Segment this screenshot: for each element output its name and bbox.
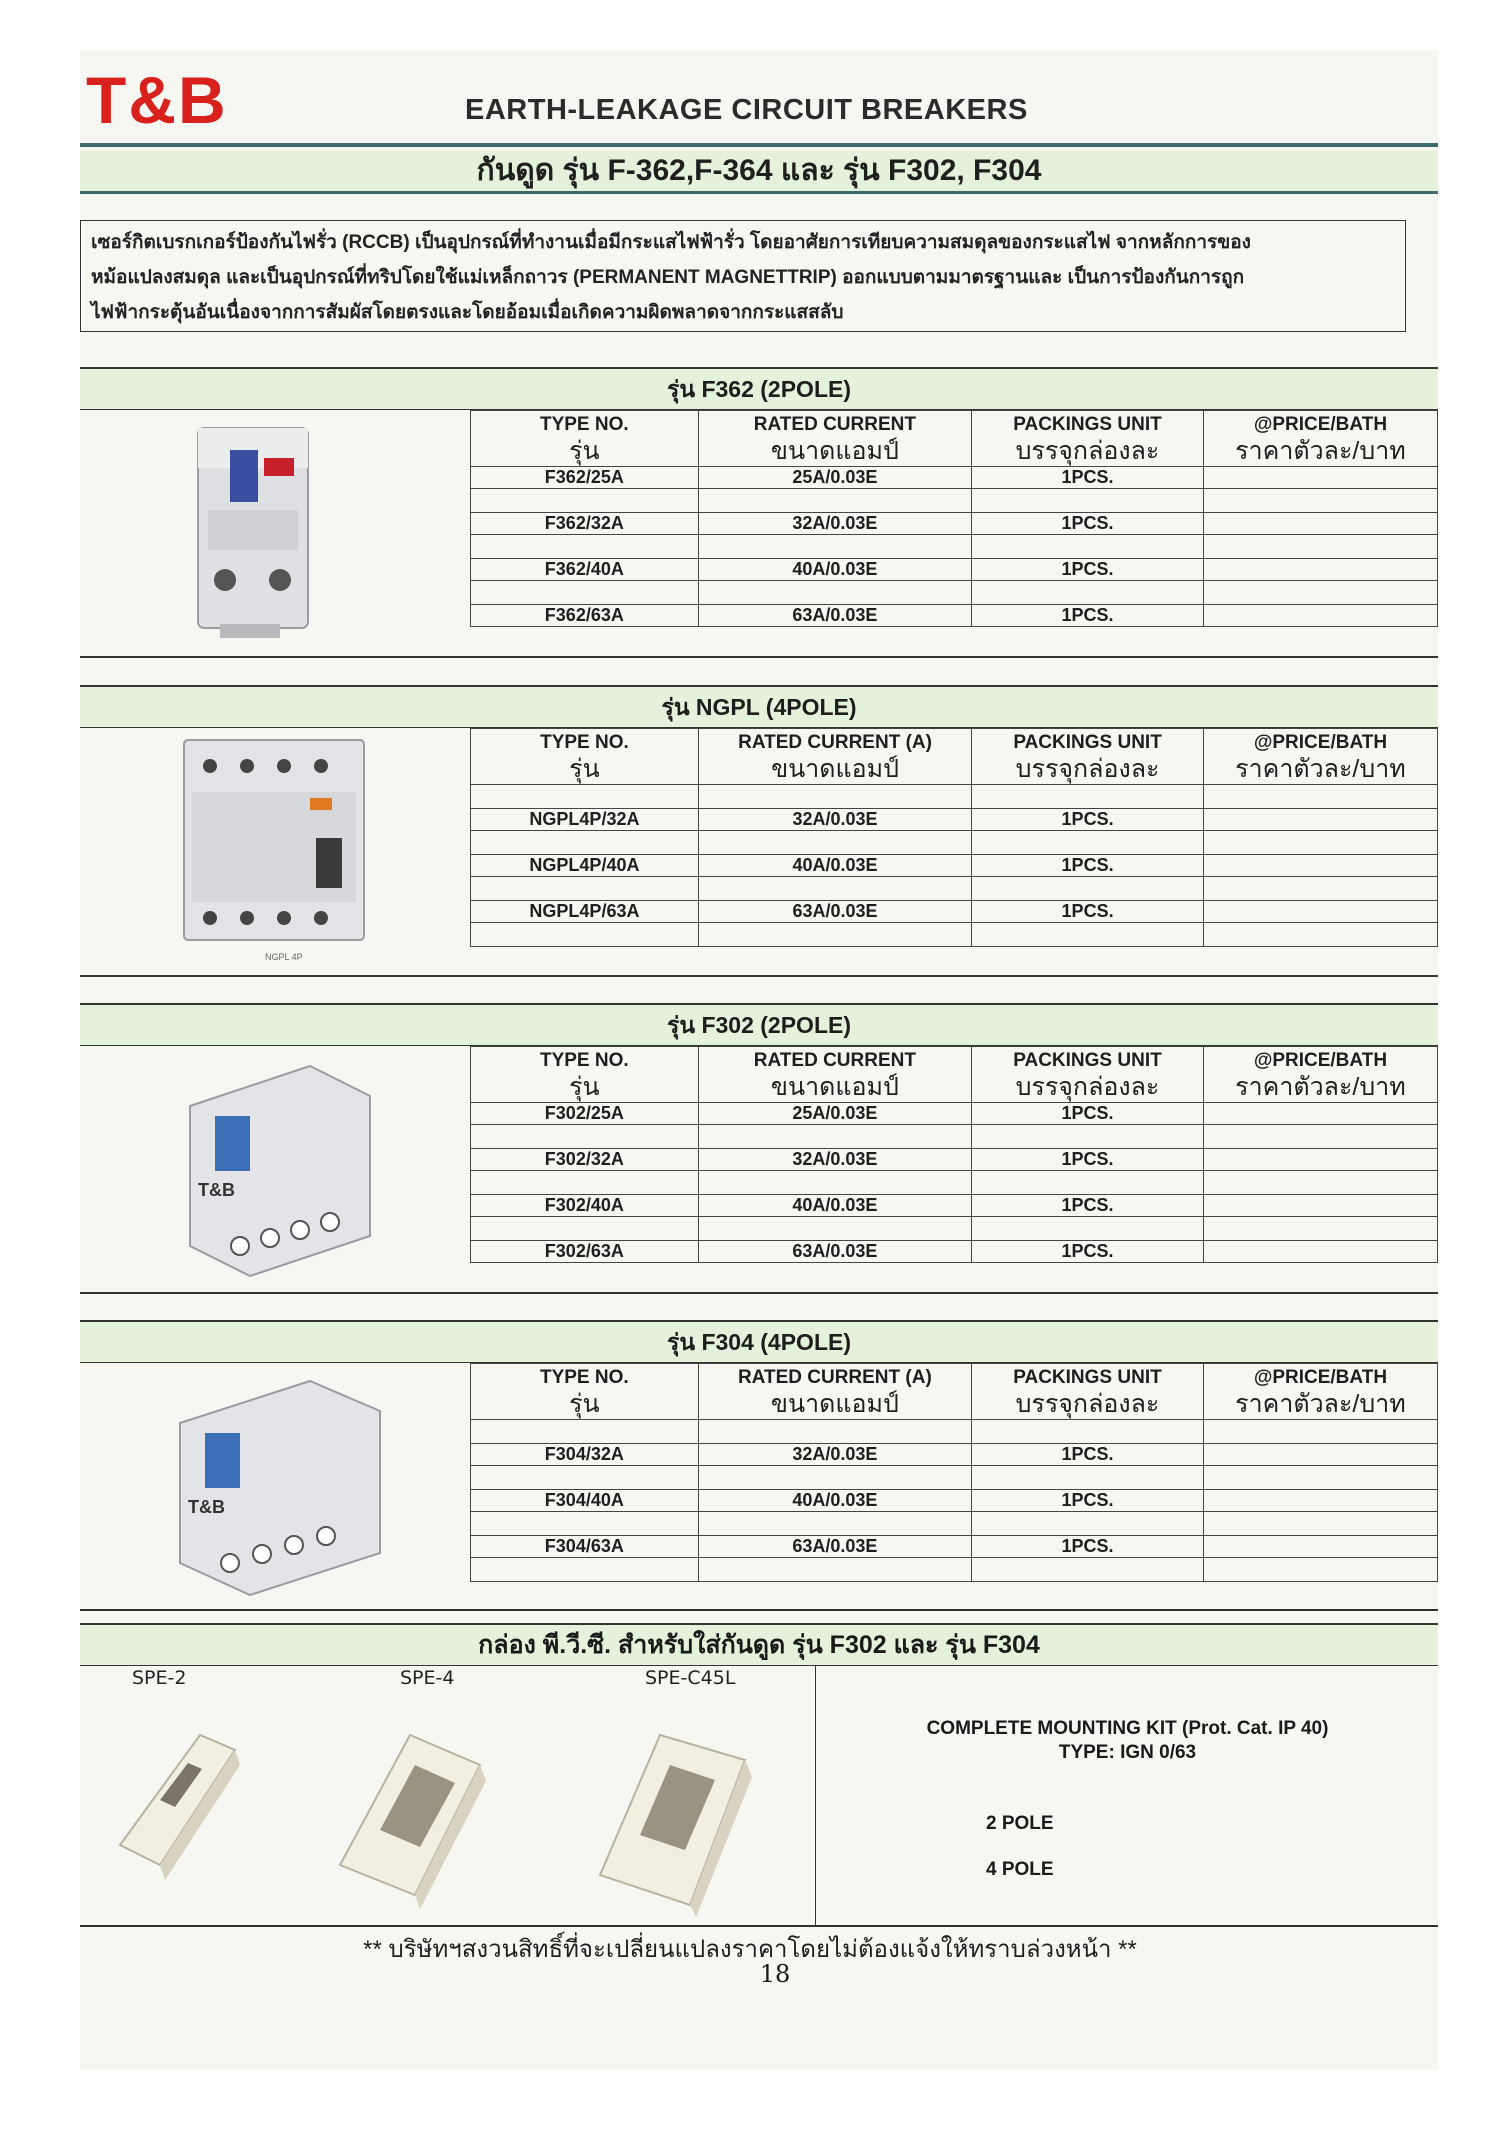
section-title: รุ่น NGPL (4POLE) xyxy=(80,685,1438,728)
enclosure-section-title: กล่อง พี.วี.ซี. สำหรับใส่กันดูด รุ่น F302 และ รุ่น F304 xyxy=(80,1623,1438,1666)
breaker-f302-photo xyxy=(80,1046,470,1292)
section-body xyxy=(80,1046,1438,1294)
table-row xyxy=(471,1536,1438,1558)
packing-cell: 1PCS. xyxy=(972,901,1204,923)
price-cell xyxy=(1203,1241,1437,1263)
page-title: EARTH-LEAKAGE CIRCUIT BREAKERS xyxy=(465,94,1028,126)
type-cell: F362/32A xyxy=(471,513,699,535)
table-row xyxy=(471,1149,1438,1171)
column-header-packing: PACKINGS UNIT บรรจุกล่องละ xyxy=(972,1047,1204,1103)
table-row xyxy=(471,513,1438,535)
column-header-type: TYPE NO. รุ่น xyxy=(471,1364,699,1420)
packing-cell: 1PCS. xyxy=(972,559,1204,581)
packing-cell: 1PCS. xyxy=(972,1241,1204,1263)
section-title: รุ่น F362 (2POLE) xyxy=(80,367,1438,410)
price-cell xyxy=(1203,1444,1437,1466)
intro-line: หม้อแปลงสมดุล และเป็นอุปกรณ์ที่ทริปโดยใช้แม่เหล็กถาวร (PERMANENT MAGNETTRIP) ออกแบบตามมาตรฐานและ เป็นการป้องกันการถูก xyxy=(91,267,1245,288)
kit-option-2pole: 2 POLE xyxy=(986,1813,1054,1834)
intro-line: ไฟฟ้ากระตุ้นอันเนื่องจากการสัมผัสโดยตรงและโดยอ้อมเมื่อเกิดความผิดพลาดจากกระแสสลับ xyxy=(91,302,844,323)
spec-table xyxy=(470,728,1438,947)
enclosure-photos xyxy=(80,1695,815,1920)
column-header-packing: PACKINGS UNIT บรรจุกล่องละ xyxy=(972,411,1204,467)
column-header-type: TYPE NO. รุ่น xyxy=(471,411,699,467)
title-rule xyxy=(80,143,1438,147)
column-header-packing: PACKINGS UNIT บรรจุกล่องละ xyxy=(972,1364,1204,1420)
spe-c45l-box-icon xyxy=(600,1735,752,1917)
spe-4-box-icon xyxy=(340,1735,486,1909)
column-header-price: @PRICE/BATH ราคาตัวละ/บาท xyxy=(1203,1364,1437,1420)
current-cell: 63A/0.03E xyxy=(698,1241,971,1263)
section-f302 xyxy=(80,1003,1438,1294)
packing-cell: 1PCS. xyxy=(972,513,1204,535)
type-cell: F304/32A xyxy=(471,1444,699,1466)
column-header-packing: PACKINGS UNIT บรรจุกล่องละ xyxy=(972,729,1204,785)
current-cell: 32A/0.03E xyxy=(698,513,971,535)
section-body xyxy=(80,410,1438,658)
kit-title-line: COMPLETE MOUNTING KIT (Prot. Cat. IP 40) xyxy=(926,1718,1329,1739)
current-cell: 63A/0.03E xyxy=(698,1536,971,1558)
table-row xyxy=(471,1241,1438,1263)
page-subtitle: กันดูด รุ่น F-362,F-364 และ รุ่น F302, F304 xyxy=(80,151,1438,194)
price-cell xyxy=(1203,809,1437,831)
breaker-2pole-photo xyxy=(80,410,470,656)
type-cell: F362/25A xyxy=(471,467,699,489)
type-cell: NGPL4P/32A xyxy=(471,809,699,831)
price-cell xyxy=(1203,855,1437,877)
enclosure-label: SPE-2 xyxy=(132,1667,187,1689)
current-cell: 32A/0.03E xyxy=(698,809,971,831)
table-row xyxy=(471,559,1438,581)
section-title: รุ่น F302 (2POLE) xyxy=(80,1003,1438,1046)
price-cell xyxy=(1203,513,1437,535)
table-row xyxy=(471,605,1438,627)
type-cell: F362/40A xyxy=(471,559,699,581)
table-row xyxy=(471,1195,1438,1217)
enclosure-label: SPE-C45L xyxy=(645,1667,736,1689)
section-ngpl xyxy=(80,685,1438,977)
current-cell: 25A/0.03E xyxy=(698,467,971,489)
current-cell: 40A/0.03E xyxy=(698,855,971,877)
packing-cell: 1PCS. xyxy=(972,1195,1204,1217)
price-cell xyxy=(1203,901,1437,923)
packing-cell: 1PCS. xyxy=(972,1103,1204,1125)
mounting-kit-title xyxy=(816,1717,1439,1765)
current-cell: 25A/0.03E xyxy=(698,1103,971,1125)
packing-cell: 1PCS. xyxy=(972,1536,1204,1558)
section-body xyxy=(80,728,1438,977)
column-header-price: @PRICE/BATH ราคาตัวละ/บาท xyxy=(1203,1047,1437,1103)
current-cell: 63A/0.03E xyxy=(698,901,971,923)
svg-text:T&B: T&B xyxy=(188,1497,225,1517)
spec-table xyxy=(470,1363,1438,1582)
spec-table xyxy=(470,1046,1438,1263)
column-header-type: TYPE NO. รุ่น xyxy=(471,1047,699,1103)
enclosure-section xyxy=(80,1665,1438,1927)
price-cell xyxy=(1203,1490,1437,1512)
table-row xyxy=(471,809,1438,831)
current-cell: 40A/0.03E xyxy=(698,1490,971,1512)
current-cell: 32A/0.03E xyxy=(698,1444,971,1466)
packing-cell: 1PCS. xyxy=(972,809,1204,831)
brand-logo: T&B xyxy=(86,63,228,137)
table-row xyxy=(471,1490,1438,1512)
current-cell: 63A/0.03E xyxy=(698,605,971,627)
section-body xyxy=(80,1363,1438,1611)
price-cell xyxy=(1203,1536,1437,1558)
column-header-type: TYPE NO. รุ่น xyxy=(471,729,699,785)
svg-text:T&B: T&B xyxy=(198,1180,235,1200)
page-number: 18 xyxy=(759,1960,791,1988)
enclosure-label: SPE-4 xyxy=(400,1667,455,1689)
intro-paragraph xyxy=(80,220,1406,332)
type-cell: F302/32A xyxy=(471,1149,699,1171)
type-cell: F304/40A xyxy=(471,1490,699,1512)
packing-cell: 1PCS. xyxy=(972,1444,1204,1466)
type-cell: F304/63A xyxy=(471,1536,699,1558)
breaker-4pole-photo xyxy=(80,728,470,975)
table-row xyxy=(471,855,1438,877)
column-header-price: @PRICE/BATH ราคาตัวละ/บาท xyxy=(1203,411,1437,467)
column-header-current: RATED CURRENT (A) ขนาดแอมป์ xyxy=(698,729,971,785)
type-cell: F302/40A xyxy=(471,1195,699,1217)
table-row xyxy=(471,467,1438,489)
spec-table xyxy=(470,410,1438,627)
type-cell: NGPL4P/40A xyxy=(471,855,699,877)
section-title: รุ่น F304 (4POLE) xyxy=(80,1320,1438,1363)
table-row xyxy=(471,1444,1438,1466)
price-cell xyxy=(1203,1149,1437,1171)
price-cell xyxy=(1203,605,1437,627)
section-f304 xyxy=(80,1320,1438,1611)
mounting-kit-panel xyxy=(815,1665,1439,1925)
current-cell: 40A/0.03E xyxy=(698,559,971,581)
intro-line: เซอร์กิตเบรกเกอร์ป้องกันไฟรั่ว (RCCB) เป็นอุปกรณ์ที่ทำงานเมื่อมีกระแสไฟฟ้ารั่ว โดยอาศัยการเทียบความสมดุลของกระแสไฟ จากหลักการของ xyxy=(91,232,1251,253)
type-cell: F302/63A xyxy=(471,1241,699,1263)
current-cell: 40A/0.03E xyxy=(698,1195,971,1217)
type-cell: NGPL4P/63A xyxy=(471,901,699,923)
table-row xyxy=(471,901,1438,923)
column-header-price: @PRICE/BATH ราคาตัวละ/บาท xyxy=(1203,729,1437,785)
spe-2-box-icon xyxy=(120,1735,240,1880)
type-cell: F302/25A xyxy=(471,1103,699,1125)
breaker-f304-photo xyxy=(80,1363,470,1609)
disclaimer-note: ** บริษัทฯสงวนสิทธิ์ที่จะเปลี่ยนแปลงราคาโดยไม่ต้องแจ้งให้ทราบล่วงหน้า ** xyxy=(363,1936,1137,1963)
column-header-current: RATED CURRENT (A) ขนาดแอมป์ xyxy=(698,1364,971,1420)
column-header-current: RATED CURRENT ขนาดแอมป์ xyxy=(698,411,971,467)
price-cell xyxy=(1203,467,1437,489)
table-row xyxy=(471,1103,1438,1125)
column-header-current: RATED CURRENT ขนาดแอมป์ xyxy=(698,1047,971,1103)
type-cell: F362/63A xyxy=(471,605,699,627)
section-f362 xyxy=(80,367,1438,658)
packing-cell: 1PCS. xyxy=(972,1149,1204,1171)
photo-caption: NGPL 4P xyxy=(265,952,303,962)
packing-cell: 1PCS. xyxy=(972,467,1204,489)
price-cell xyxy=(1203,1103,1437,1125)
packing-cell: 1PCS. xyxy=(972,605,1204,627)
price-cell xyxy=(1203,1195,1437,1217)
price-cell xyxy=(1203,559,1437,581)
current-cell: 32A/0.03E xyxy=(698,1149,971,1171)
kit-type-line: TYPE: IGN 0/63 xyxy=(1058,1742,1197,1763)
kit-option-4pole: 4 POLE xyxy=(986,1859,1054,1880)
packing-cell: 1PCS. xyxy=(972,855,1204,877)
packing-cell: 1PCS. xyxy=(972,1490,1204,1512)
